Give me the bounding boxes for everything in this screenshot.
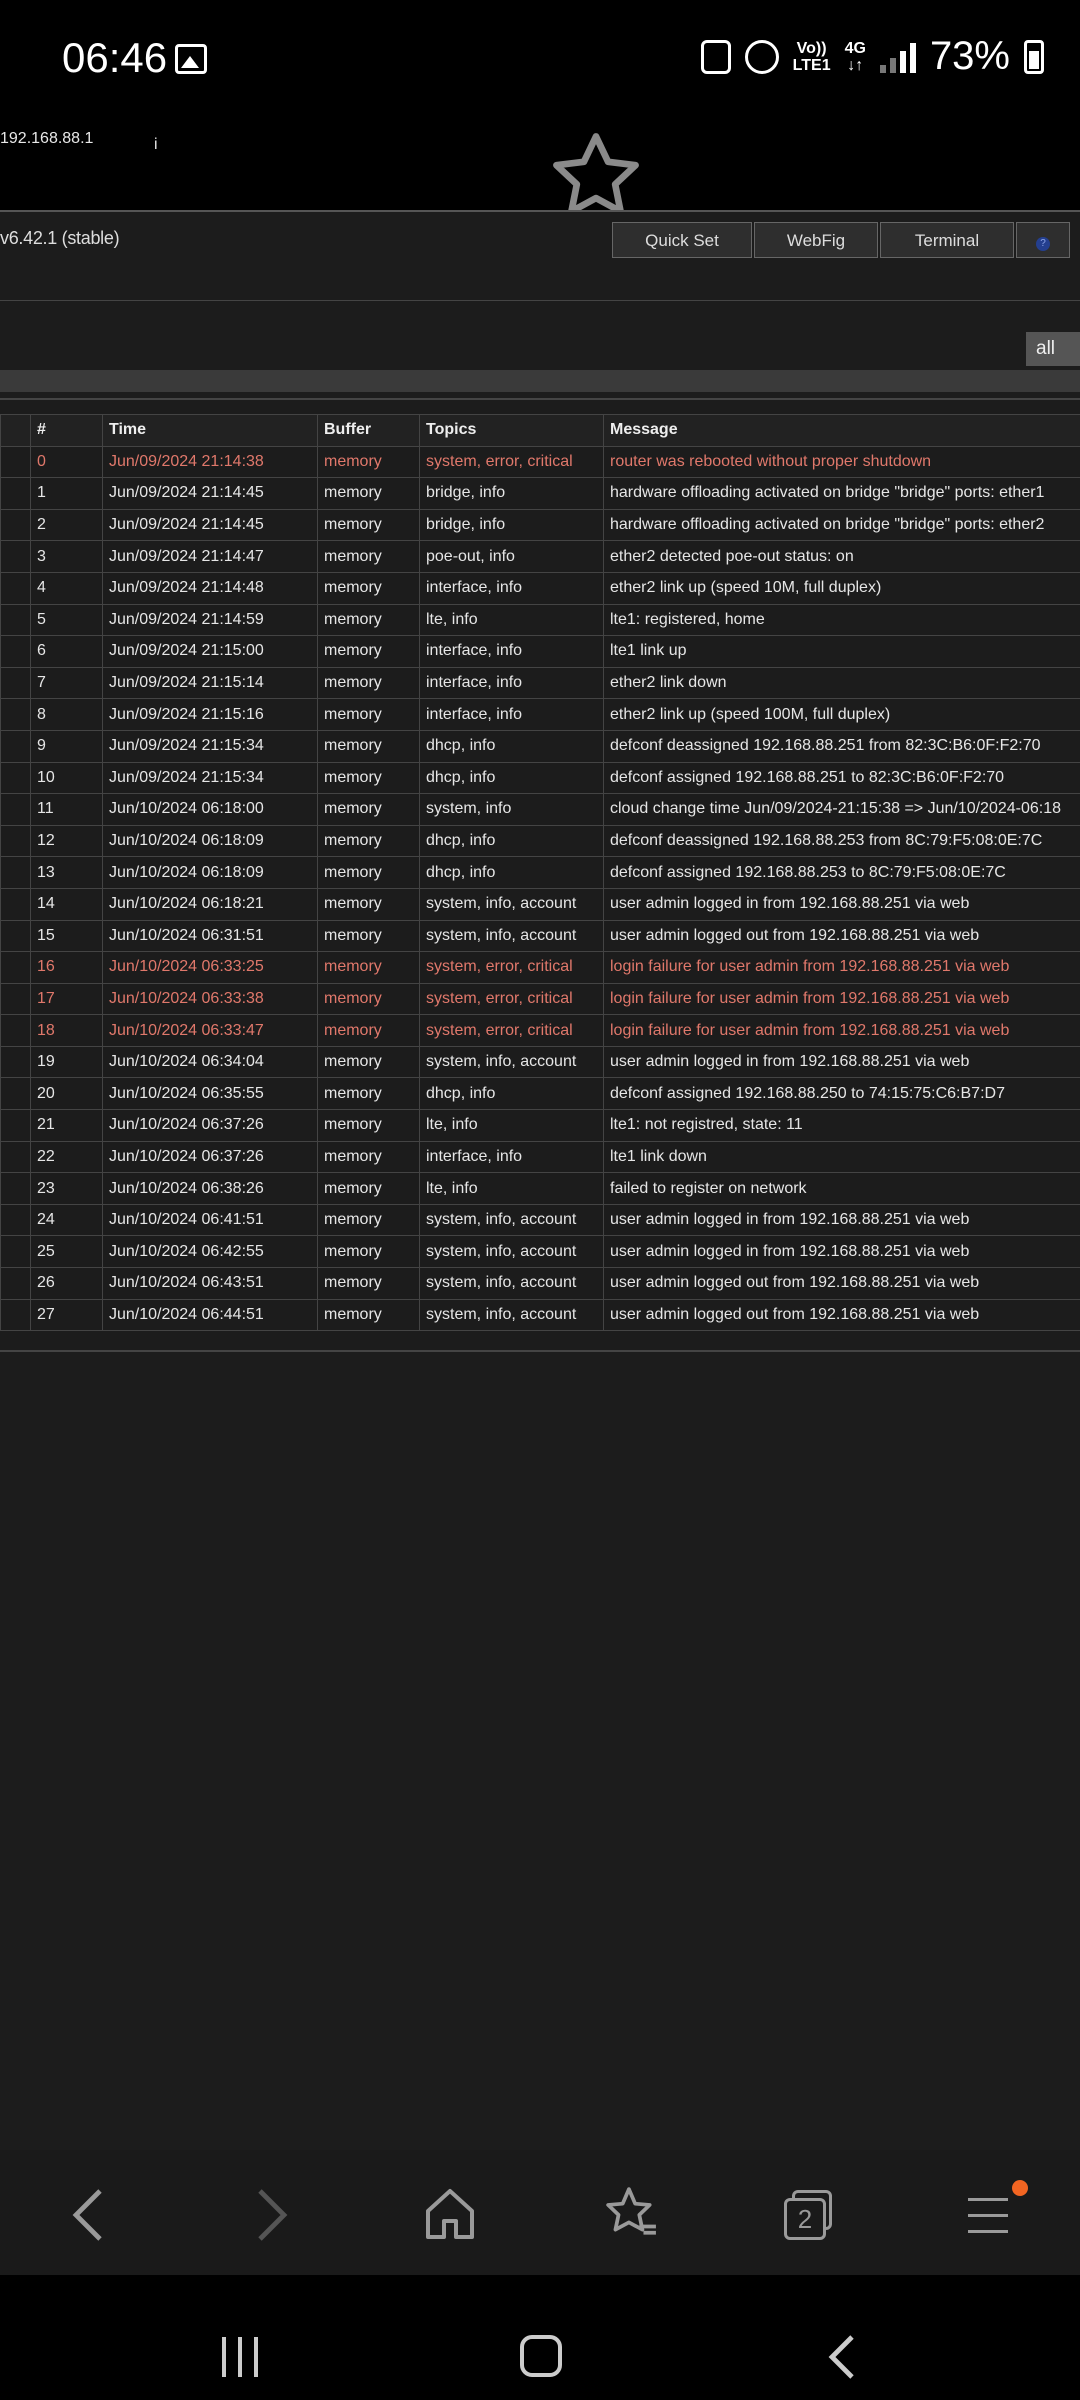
row-select-cell[interactable]: [1, 1078, 31, 1110]
webfig-page: [0, 210, 1080, 2150]
status-bar: [0, 0, 1080, 110]
log-number: 2: [31, 509, 103, 541]
log-number: 20: [31, 1078, 103, 1110]
log-row[interactable]: [1, 1236, 1080, 1268]
log-buffer: memory: [318, 762, 420, 794]
log-buffer: memory: [318, 825, 420, 857]
log-buffer: memory: [318, 1110, 420, 1142]
column-header-buffer[interactable]: Buffer: [318, 415, 420, 447]
browser-toolbar: [0, 2150, 1080, 2275]
log-number: 12: [31, 825, 103, 857]
log-topics: dhcp, info: [420, 730, 604, 762]
log-number: 24: [31, 1204, 103, 1236]
log-row[interactable]: [1, 888, 1080, 920]
recent-apps-icon-bar: [238, 2337, 242, 2377]
log-buffer: memory: [318, 699, 420, 731]
log-message: login failure for user admin from 192.168.88.251 via web: [604, 983, 1080, 1015]
recent-apps-icon: [222, 2337, 226, 2377]
log-row[interactable]: [1, 1046, 1080, 1078]
log-number: 17: [31, 983, 103, 1015]
log-message: failed to register on network: [604, 1173, 1080, 1205]
menu-icon-line: [968, 2214, 1008, 2217]
log-topics: system, error, critical: [420, 952, 604, 984]
log-time: Jun/09/2024 21:14:38: [103, 446, 318, 478]
log-row[interactable]: [1, 667, 1080, 699]
log-buffer: memory: [318, 1173, 420, 1205]
log-row[interactable]: [1, 952, 1080, 984]
log-row[interactable]: [1, 541, 1080, 573]
signal-icon: [880, 41, 916, 73]
log-row[interactable]: [1, 1268, 1080, 1300]
log-message: cloud change time Jun/09/2024-21:15:38 => Jun/10/2024-06:18: [604, 794, 1080, 826]
log-time: Jun/09/2024 21:14:47: [103, 541, 318, 573]
network-type-label: 4G: [844, 39, 866, 57]
home-icon[interactable]: [424, 2185, 476, 2241]
row-select-cell[interactable]: [1, 1141, 31, 1173]
log-topics: system, info, account: [420, 1299, 604, 1331]
home-nav-button[interactable]: [520, 2335, 562, 2377]
column-header-topics[interactable]: Topics: [420, 415, 604, 447]
log-topics: system, info, account: [420, 1046, 604, 1078]
log-message: user admin logged in from 192.168.88.251 via web: [604, 1236, 1080, 1268]
log-time: Jun/10/2024 06:38:26: [103, 1173, 318, 1205]
log-time: Jun/10/2024 06:18:00: [103, 794, 318, 826]
log-time: Jun/10/2024 06:33:38: [103, 983, 318, 1015]
log-number: 6: [31, 636, 103, 668]
alarm-icon: [745, 40, 779, 74]
log-time: Jun/09/2024 21:15:34: [103, 730, 318, 762]
tabs-count: 2: [784, 2198, 826, 2240]
network-type: [845, 40, 866, 74]
log-buffer: memory: [318, 794, 420, 826]
log-number: 19: [31, 1046, 103, 1078]
log-message: user admin logged out from 192.168.88.251 via web: [604, 1268, 1080, 1300]
log-topics: system, info, account: [420, 1204, 604, 1236]
back-icon[interactable]: [68, 2185, 108, 2245]
tabs-button[interactable]: [784, 2190, 834, 2240]
log-row[interactable]: [1, 857, 1080, 889]
log-buffer: memory: [318, 636, 420, 668]
row-select-cell[interactable]: [1, 1268, 31, 1300]
log-row[interactable]: [1, 509, 1080, 541]
system-nav-bar: [0, 2275, 1080, 2400]
log-topics: dhcp, info: [420, 857, 604, 889]
log-number: 18: [31, 1015, 103, 1047]
log-number: 16: [31, 952, 103, 984]
log-number: 14: [31, 888, 103, 920]
log-time: Jun/10/2024 06:44:51: [103, 1299, 318, 1331]
log-number: 3: [31, 541, 103, 573]
log-number: 5: [31, 604, 103, 636]
log-buffer: memory: [318, 920, 420, 952]
log-row[interactable]: [1, 1173, 1080, 1205]
log-number: 25: [31, 1236, 103, 1268]
log-message: user admin logged in from 192.168.88.251 via web: [604, 1046, 1080, 1078]
log-number: 4: [31, 572, 103, 604]
log-time: Jun/10/2024 06:35:55: [103, 1078, 318, 1110]
log-topics: interface, info: [420, 572, 604, 604]
row-select-cell[interactable]: [1, 478, 31, 510]
row-select-cell[interactable]: [1, 1110, 31, 1142]
log-buffer: memory: [318, 478, 420, 510]
log-number: 22: [31, 1141, 103, 1173]
log-topics: interface, info: [420, 667, 604, 699]
bookmarks-icon[interactable]: [604, 2185, 658, 2239]
log-time: Jun/10/2024 06:34:04: [103, 1046, 318, 1078]
url-text[interactable]: 192.168.88.1: [0, 130, 94, 147]
log-row[interactable]: [1, 1299, 1080, 1331]
row-select-cell[interactable]: [1, 730, 31, 762]
log-buffer: memory: [318, 446, 420, 478]
log-time: Jun/10/2024 06:42:55: [103, 1236, 318, 1268]
log-message: user admin logged out from 192.168.88.251 via web: [604, 920, 1080, 952]
log-time: Jun/10/2024 06:33:25: [103, 952, 318, 984]
row-select-cell[interactable]: [1, 825, 31, 857]
row-select-cell[interactable]: [1, 888, 31, 920]
log-row[interactable]: [1, 572, 1080, 604]
log-buffer: memory: [318, 1046, 420, 1078]
log-number: 0: [31, 446, 103, 478]
row-select-cell[interactable]: [1, 636, 31, 668]
log-number: 7: [31, 667, 103, 699]
log-topics: lte, info: [420, 604, 604, 636]
log-row[interactable]: [1, 699, 1080, 731]
battery-saver-icon: [701, 40, 731, 74]
log-topics: system, info, account: [420, 1236, 604, 1268]
log-number: 1: [31, 478, 103, 510]
site-info-icon[interactable]: i: [154, 136, 184, 166]
forward-icon[interactable]: [252, 2185, 292, 2245]
battery-percent: 73%: [929, 34, 1010, 78]
log-buffer: memory: [318, 1078, 420, 1110]
log-number: 10: [31, 762, 103, 794]
row-select-cell[interactable]: [1, 572, 31, 604]
log-message: defconf deassigned 192.168.88.251 from 82:3C:B6:0F:F2:70: [604, 730, 1080, 762]
log-time: Jun/10/2024 06:41:51: [103, 1204, 318, 1236]
log-message: lte1: not registred, state: 11: [604, 1110, 1080, 1142]
log-row[interactable]: [1, 920, 1080, 952]
help-icon: ?: [1036, 237, 1050, 251]
log-time: Jun/09/2024 21:15:00: [103, 636, 318, 668]
log-time: Jun/10/2024 06:43:51: [103, 1268, 318, 1300]
log-time: Jun/09/2024 21:15:14: [103, 667, 318, 699]
log-message: lte1 link down: [604, 1141, 1080, 1173]
column-select: [1, 415, 31, 447]
status-icons: [701, 34, 1044, 79]
volte-label: Vo)): [796, 39, 827, 57]
row-select-cell[interactable]: [1, 604, 31, 636]
row-select-cell[interactable]: [1, 509, 31, 541]
log-topics: system, error, critical: [420, 446, 604, 478]
table-divider: [0, 398, 1080, 400]
gallery-icon: [175, 44, 207, 74]
log-row[interactable]: [1, 604, 1080, 636]
log-row[interactable]: [1, 730, 1080, 762]
log-number: 26: [31, 1268, 103, 1300]
log-topics: system, info, account: [420, 888, 604, 920]
log-topics: system, info, account: [420, 1268, 604, 1300]
log-topics: system, info: [420, 794, 604, 826]
log-topics: bridge, info: [420, 478, 604, 510]
log-buffer: memory: [318, 1236, 420, 1268]
row-select-cell[interactable]: [1, 446, 31, 478]
menu-button[interactable]: [968, 2192, 1014, 2238]
log-time: Jun/10/2024 06:31:51: [103, 920, 318, 952]
menu-icon-line: [968, 2230, 1008, 2233]
log-message: user admin logged in from 192.168.88.251 via web: [604, 1204, 1080, 1236]
reload-icon[interactable]: [978, 124, 1024, 170]
log-message: defconf assigned 192.168.88.253 to 8C:79:F5:08:0E:7C: [604, 857, 1080, 889]
log-message: ether2 link up (speed 10M, full duplex): [604, 572, 1080, 604]
row-select-cell[interactable]: [1, 1299, 31, 1331]
log-row[interactable]: [1, 1141, 1080, 1173]
mode-buttons: [612, 222, 1072, 258]
log-message: hardware offloading activated on bridge "bridge" ports: ether2: [604, 509, 1080, 541]
log-topics: interface, info: [420, 699, 604, 731]
log-time: Jun/09/2024 21:14:48: [103, 572, 318, 604]
log-time: Jun/09/2024 21:14:45: [103, 478, 318, 510]
webfig-button[interactable]: WebFig: [754, 222, 878, 258]
log-topics: dhcp, info: [420, 825, 604, 857]
log-topics: dhcp, info: [420, 1078, 604, 1110]
log-buffer: memory: [318, 667, 420, 699]
log-message: login failure for user admin from 192.168.88.251 via web: [604, 1015, 1080, 1047]
log-topics: interface, info: [420, 636, 604, 668]
table-bottom-divider: [0, 1350, 1080, 1352]
row-select-cell[interactable]: [1, 920, 31, 952]
log-topics: bridge, info: [420, 509, 604, 541]
log-buffer: memory: [318, 888, 420, 920]
data-arrows-icon: ↓↑: [847, 56, 864, 74]
help-button[interactable]: [1016, 222, 1070, 258]
top-divider: [0, 210, 1080, 212]
log-buffer: memory: [318, 604, 420, 636]
log-message: hardware offloading activated on bridge "bridge" ports: ether1: [604, 478, 1080, 510]
log-topics: lte, info: [420, 1173, 604, 1205]
log-row[interactable]: [1, 1078, 1080, 1110]
log-row[interactable]: [1, 1110, 1080, 1142]
log-topics: poe-out, info: [420, 541, 604, 573]
row-select-cell[interactable]: [1, 1046, 31, 1078]
row-select-cell[interactable]: [1, 1236, 31, 1268]
log-message: defconf assigned 192.168.88.250 to 74:15:75:C6:B7:D7: [604, 1078, 1080, 1110]
log-number: 23: [31, 1173, 103, 1205]
log-buffer: memory: [318, 952, 420, 984]
row-select-cell[interactable]: [1, 762, 31, 794]
log-row[interactable]: [1, 983, 1080, 1015]
row-select-cell[interactable]: [1, 667, 31, 699]
menu-icon: [968, 2198, 1008, 2201]
terminal-button[interactable]: Terminal: [880, 222, 1014, 258]
log-message: router was rebooted without proper shutdown: [604, 446, 1080, 478]
log-time: Jun/10/2024 06:18:09: [103, 825, 318, 857]
toolbar-band: [0, 370, 1080, 392]
log-row[interactable]: [1, 1015, 1080, 1047]
log-topics: system, error, critical: [420, 1015, 604, 1047]
status-time: 06:46: [62, 34, 168, 81]
log-message: lte1: registered, home: [604, 604, 1080, 636]
log-filter-select[interactable]: all: [1026, 332, 1080, 366]
log-row[interactable]: [1, 446, 1080, 478]
log-row[interactable]: [1, 478, 1080, 510]
log-row[interactable]: [1, 1204, 1080, 1236]
log-message: login failure for user admin from 192.168.88.251 via web: [604, 952, 1080, 984]
log-message: defconf deassigned 192.168.88.253 from 8C:79:F5:08:0E:7C: [604, 825, 1080, 857]
log-time: Jun/10/2024 06:37:26: [103, 1110, 318, 1142]
log-time: Jun/10/2024 06:33:47: [103, 1015, 318, 1047]
log-number: 9: [31, 730, 103, 762]
column-header-number[interactable]: #: [31, 415, 103, 447]
log-table: [0, 414, 1080, 1331]
log-message: ether2 detected poe-out status: on: [604, 541, 1080, 573]
row-select-cell[interactable]: [1, 699, 31, 731]
log-buffer: memory: [318, 509, 420, 541]
row-select-cell[interactable]: [1, 1204, 31, 1236]
log-buffer: memory: [318, 541, 420, 573]
log-time: Jun/09/2024 21:15:16: [103, 699, 318, 731]
log-buffer: memory: [318, 1141, 420, 1173]
log-row[interactable]: [1, 825, 1080, 857]
log-message: ether2 link up (speed 100M, full duplex): [604, 699, 1080, 731]
log-number: 13: [31, 857, 103, 889]
log-buffer: memory: [318, 572, 420, 604]
log-message: lte1 link up: [604, 636, 1080, 668]
log-buffer: memory: [318, 1299, 420, 1331]
quick-set-button[interactable]: Quick Set: [612, 222, 752, 258]
log-message: defconf assigned 192.168.88.251 to 82:3C:B6:0F:F2:70: [604, 762, 1080, 794]
row-select-cell[interactable]: [1, 952, 31, 984]
log-number: 27: [31, 1299, 103, 1331]
log-time: Jun/09/2024 21:15:34: [103, 762, 318, 794]
log-number: 21: [31, 1110, 103, 1142]
log-row[interactable]: [1, 794, 1080, 826]
log-number: 11: [31, 794, 103, 826]
log-buffer: memory: [318, 1015, 420, 1047]
back-nav-icon[interactable]: [826, 2333, 856, 2381]
log-time: Jun/09/2024 21:14:45: [103, 509, 318, 541]
column-header-message[interactable]: Message: [604, 415, 1080, 447]
recent-apps-icon-bar: [254, 2337, 258, 2377]
log-buffer: memory: [318, 730, 420, 762]
log-topics: dhcp, info: [420, 762, 604, 794]
log-buffer: memory: [318, 857, 420, 889]
lte-label: LTE1: [792, 56, 831, 74]
row-select-cell[interactable]: [1, 541, 31, 573]
toolbar-divider: [0, 300, 1080, 301]
log-message: user admin logged out from 192.168.88.251 via web: [604, 1299, 1080, 1331]
router-version: v6.42.1 (stable): [0, 228, 120, 248]
log-time: Jun/10/2024 06:18:21: [103, 888, 318, 920]
log-number: 15: [31, 920, 103, 952]
log-row[interactable]: [1, 636, 1080, 668]
log-buffer: memory: [318, 1268, 420, 1300]
log-topics: system, info, account: [420, 920, 604, 952]
recent-apps-button[interactable]: [222, 2337, 262, 2377]
log-number: 8: [31, 699, 103, 731]
log-table-header: [1, 415, 1080, 447]
log-buffer: memory: [318, 983, 420, 1015]
row-select-cell[interactable]: [1, 983, 31, 1015]
log-topics: system, error, critical: [420, 983, 604, 1015]
log-time: Jun/10/2024 06:37:26: [103, 1141, 318, 1173]
column-header-time[interactable]: Time: [103, 415, 318, 447]
log-buffer: memory: [318, 1204, 420, 1236]
volte-indicator: [793, 40, 831, 74]
log-row[interactable]: [1, 762, 1080, 794]
log-message: user admin logged in from 192.168.88.251 via web: [604, 888, 1080, 920]
row-select-cell[interactable]: [1, 1173, 31, 1205]
log-message: ether2 link down: [604, 667, 1080, 699]
log-time: Jun/10/2024 06:18:09: [103, 857, 318, 889]
log-time: Jun/09/2024 21:14:59: [103, 604, 318, 636]
row-select-cell[interactable]: [1, 1015, 31, 1047]
log-topics: lte, info: [420, 1110, 604, 1142]
battery-icon: [1024, 40, 1044, 74]
notification-dot: [1012, 2180, 1028, 2196]
log-topics: interface, info: [420, 1141, 604, 1173]
row-select-cell[interactable]: [1, 857, 31, 889]
row-select-cell[interactable]: [1, 794, 31, 826]
